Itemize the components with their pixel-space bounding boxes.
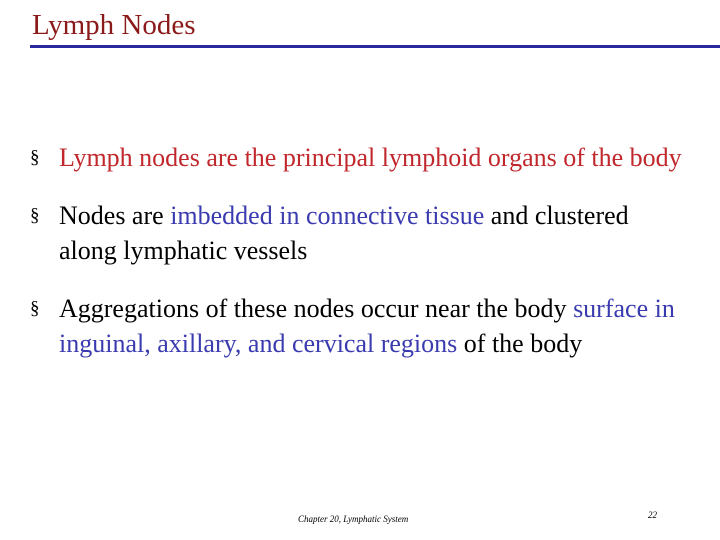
slide-title: Lymph Nodes — [32, 9, 196, 41]
title-underline — [30, 45, 720, 48]
bullet-list — [30, 140, 690, 384]
bullet-2-text-part-2: and clustered along lymphatic vessels — [59, 201, 629, 265]
bullet-1-text: Lymph nodes are the principal lymphoid organs of the body — [59, 143, 682, 172]
bullet-marker-icon: § — [30, 298, 40, 319]
bullet-3-text-part-1: Aggregations of these nodes occur near the body — [59, 294, 574, 323]
bullet-item — [30, 198, 690, 268]
page-number: 22 — [648, 510, 657, 520]
bullet-item — [30, 291, 690, 361]
bullet-3-text-highlight: surface in inguinal, axillary, and cervical regions — [59, 294, 675, 358]
bullet-2-text-part-1: Nodes are — [59, 201, 171, 230]
bullet-item — [30, 140, 690, 175]
bullet-marker-icon: § — [30, 205, 40, 226]
bullet-3-text-part-2: of the body — [457, 329, 583, 358]
footer-chapter-label: Chapter 20, Lymphatic System — [298, 514, 409, 524]
bullet-2-text-highlight: imbedded in connective tissue — [170, 201, 485, 230]
bullet-marker-icon: § — [30, 147, 40, 168]
